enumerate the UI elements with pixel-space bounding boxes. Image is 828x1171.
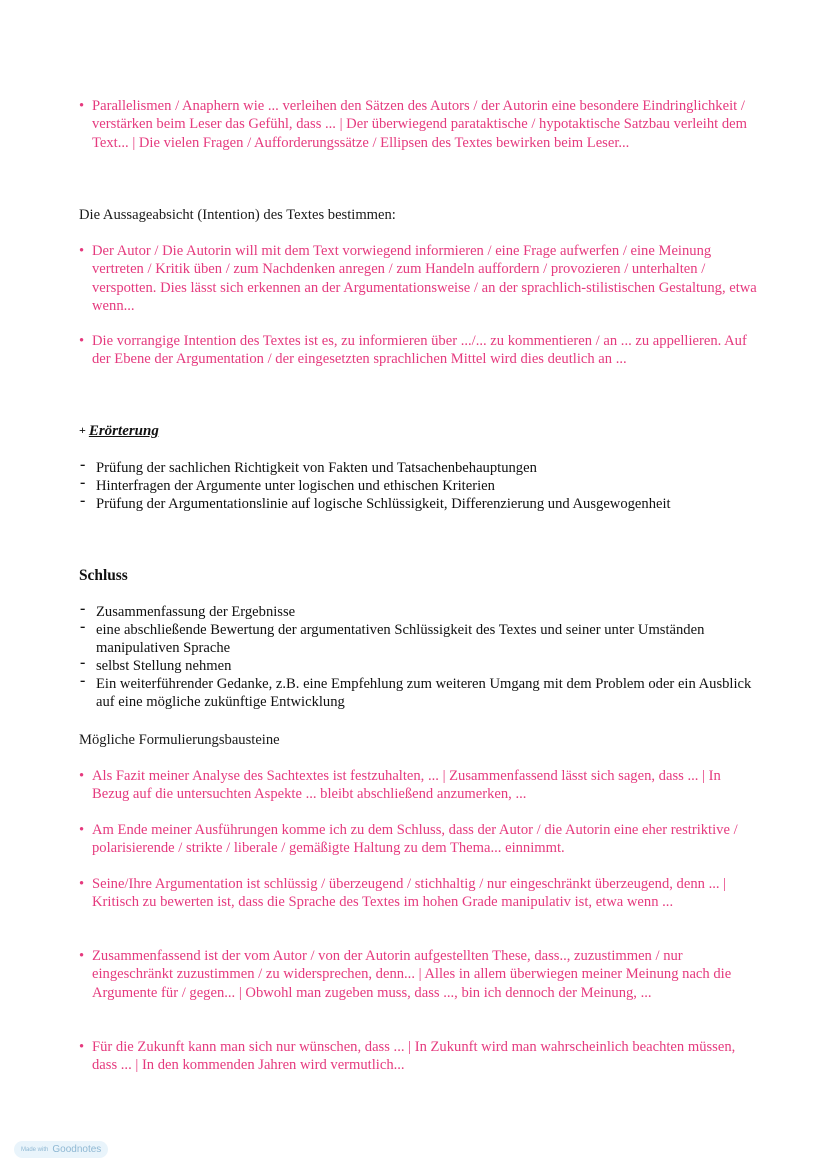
- list-item: - Hinterfragen der Argumente unter logischen und ethischen Kriterien: [79, 477, 759, 495]
- bausteine-bullet-list-5: [79, 1038, 759, 1075]
- list-item: • Parallelismen / Anaphern wie ... verleihen den Sätzen des Autors / der Autorin eine besondere Eindringlichkeit / verstärken beim Leser das Gefühl, dass ... | Der überwiegend parataktische / hypotaktische Satzbau verleiht dem Text... | Die vielen Fragen / Aufforderungssätze / Ellipsen des Textes bewirken beim Leser...: [79, 97, 759, 152]
- plus-icon: +: [79, 423, 86, 437]
- list-item: - eine abschließende Bewertung der argumentativen Schlüssigkeit des Textes und seiner unter Umständen manipulativen Sprache: [79, 621, 759, 657]
- eroerterung-list: [79, 459, 759, 513]
- list-item: • Am Ende meiner Ausführungen komme ich zu dem Schluss, dass der Autor / die Autorin eine eher restriktive / polarisierende / strikte / liberale / gemäßigte Haltung zu dem Thema... einnimmt.: [79, 821, 759, 858]
- list-item: - selbst Stellung nehmen: [79, 657, 759, 675]
- schluss-heading: Schluss: [79, 567, 128, 584]
- bausteine-bullet-list-2: [79, 821, 759, 858]
- watermark-prefix: Made with: [21, 1146, 49, 1153]
- intention-heading: Die Aussageabsicht (Intention) des Textes bestimmen:: [79, 207, 396, 223]
- list-item: • Für die Zukunft kann man sich nur wünschen, dass ... | In Zukunft wird man wahrscheinlich beachten müssen, dass ... | In den kommenden Jahren wird vermutlich...: [79, 1038, 759, 1075]
- schluss-list: [79, 603, 759, 711]
- list-item: • Der Autor / Die Autorin will mit dem Text vorwiegend informieren / eine Frage aufwerfen / eine Meinung vertreten / Kritik üben / zum Nachdenken anregen / zum Handeln auffordern / provozieren / unterhalten / verspotten. Dies lässt sich erkennen an der Argumentationsweise / an der sprachlich-stilistischen Gestaltung, etwa wenn...: [79, 242, 759, 315]
- eroerterung-heading: [79, 423, 159, 440]
- watermark-brand: Goodnotes: [52, 1144, 102, 1155]
- bausteine-bullet-list-1: [79, 767, 759, 804]
- list-item: • Als Fazit meiner Analyse des Sachtextes ist festzuhalten, ... | Zusammenfassend lässt sich sagen, dass ... | In Bezug auf die untersuchten Aspekte ... bleibt abschließend anzumerken, ...: [79, 767, 759, 804]
- list-item: - Ein weiterführender Gedanke, z.B. eine Empfehlung zum weiteren Umgang mit dem Problem oder ein Ausblick auf eine mögliche zukünftige Entwicklung: [79, 675, 759, 711]
- list-item: - Prüfung der Argumentationslinie auf logische Schlüssigkeit, Differenzierung und Ausgewogenheit: [79, 495, 759, 513]
- bausteine-heading: Mögliche Formulierungsbausteine: [79, 732, 280, 748]
- list-item: - Prüfung der sachlichen Richtigkeit von Fakten und Tatsachenbehauptungen: [79, 459, 759, 477]
- eroerterung-title: Erörterung: [88, 423, 159, 439]
- list-item: • Seine/Ihre Argumentation ist schlüssig / überzeugend / stichhaltig / nur eingeschränkt überzeugend, denn ... | Kritisch zu bewerten ist, dass die Sprache des Textes im hohen Grade manipulativ ist, etwa wenn ...: [79, 875, 759, 912]
- list-item: • Zusammenfassend ist der vom Autor / von der Autorin aufgestellten These, dass.., zuzustimmen / nur eingeschränkt zuzustimmen / zu widersprechen, denn... | Alles in allem überwiegen meiner Meinung nach die Argumente für / gegen... | Obwohl man zugeben muss, dass ..., bin ich dennoch der Meinung, ...: [79, 947, 759, 1002]
- bausteine-bullet-list-4: [79, 947, 759, 1002]
- list-item: • Die vorrangige Intention des Textes ist es, zu informieren über .../... zu kommentieren / an ... zu appellieren. Auf der Ebene der Argumentation / der eingesetzten sprachlichen Mittel wird dies deutlich an ...: [79, 332, 759, 369]
- intro-bullet-list: [79, 97, 759, 152]
- bausteine-bullet-list-3: [79, 875, 759, 912]
- list-item: - Zusammenfassung der Ergebnisse: [79, 603, 759, 621]
- intention-bullet-list-2: [79, 332, 759, 369]
- intention-bullet-list: [79, 242, 759, 315]
- made-with-goodnotes-badge: [14, 1141, 108, 1158]
